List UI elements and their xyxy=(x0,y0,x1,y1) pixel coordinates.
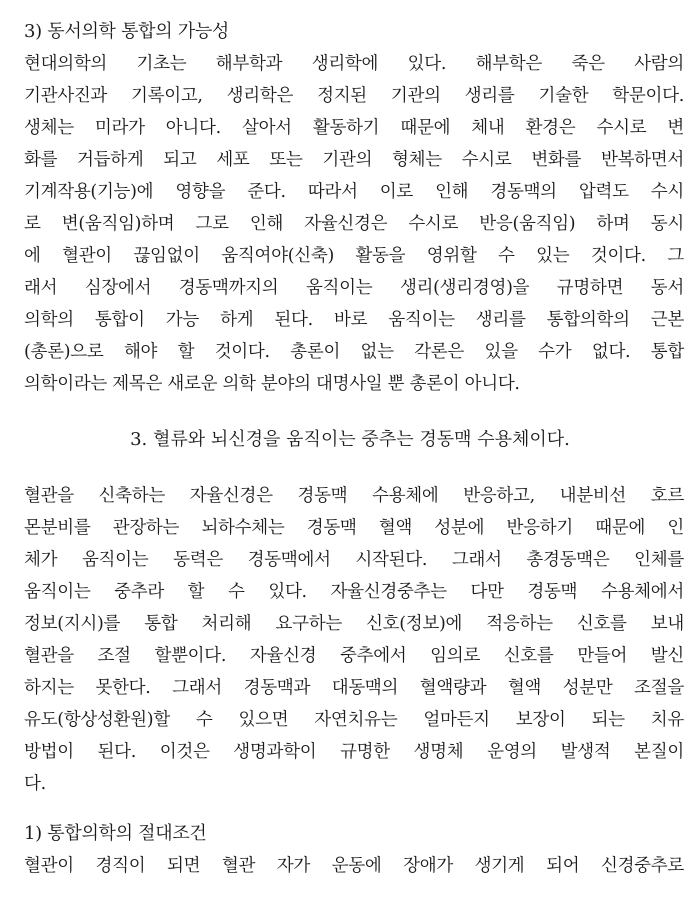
paragraph-line: 하지는 못한다. 그래서 경동맥과 대동맥의 혈액량과 혈액 성분만 조절을 xyxy=(24,678,684,698)
paragraph-line: 기계작용(기능)에 영향을 준다. 따라서 이로 인해 경동맥의 압력도 수시 xyxy=(24,182,684,202)
paragraph-line: 유도(항상성환원)할 수 있으면 자연치유는 얼마든지 보장이 되는 치유 xyxy=(24,710,684,730)
section-title: 3. 혈류와 뇌신경을 움직이는 중추는 경동맥 수용체이다. xyxy=(130,429,570,450)
paragraph-line: 혈관이 경직이 되면 혈관 자가 운동에 장애가 생기게 되어 신경중추로 xyxy=(24,856,684,876)
paragraph-line: 몬분비를 관장하는 뇌하수체는 경동맥 혈액 성분에 반응하기 때문에 인 xyxy=(24,518,684,538)
paragraph-line: 정보(지시)를 통합 처리해 요구하는 신호(정보)에 적응하는 신호를 보내 xyxy=(24,614,684,634)
paragraph-line: 움직이는 중추라 할 수 있다. 자율신경중추는 다만 경동맥 수용체에서 xyxy=(24,582,684,602)
paragraph-line: 기관사진과 기록이고, 생리학은 정지된 기관의 생리를 기술한 학문이다. xyxy=(24,86,684,106)
section-heading: 3) 동서의학 통합의 가능성 xyxy=(24,21,230,42)
paragraph-line: 체가 움직이는 동력은 경동맥에서 시작된다. 그래서 총경동맥은 인체를 xyxy=(24,550,684,570)
paragraph-line: 다. xyxy=(24,774,46,794)
paragraph-line: 로 변(움직임)하며 그로 인해 자율신경은 수시로 반응(움직임) 하며 동시 xyxy=(24,214,684,234)
paragraph-line: 혈관을 조절 할뿐이다. 자율신경 중추에서 임의로 신호를 만들어 발신 xyxy=(24,646,684,666)
paragraph-line: 현대의학의 기초는 해부학과 생리학에 있다. 해부학은 죽은 사람의 xyxy=(24,54,684,74)
paragraph-line: 의학의 통합이 가능 하게 된다. 바로 움직이는 생리를 통합의학의 근본 xyxy=(24,310,684,330)
paragraph-line: 의학이라는 제목은 새로운 의학 분야의 대명사일 뿐 총론이 아니다. xyxy=(24,374,520,394)
section-heading: 1) 통합의학의 절대조건 xyxy=(24,823,207,844)
paragraph-line: 래서 심장에서 경동맥까지의 움직이는 생리(생리경영)을 규명하면 동서 xyxy=(24,278,684,298)
paragraph-line: 화를 거듭하게 되고 세포 또는 기관의 형체는 수시로 변화를 반복하면서 xyxy=(24,150,684,170)
paragraph-line: 방법이 된다. 이것은 생명과학이 규명한 생명체 운영의 발생적 본질이 xyxy=(24,742,684,762)
paragraph-line: (총론)으로 해야 할 것이다. 총론이 없는 각론은 있을 수가 없다. 통합 xyxy=(24,342,684,362)
paragraph-line: 혈관을 신축하는 자율신경은 경동맥 수용체에 반응하고, 내분비선 호르 xyxy=(24,486,684,506)
paragraph-line: 생체는 미라가 아니다. 살아서 활동하기 때문에 체내 환경은 수시로 변 xyxy=(24,118,684,138)
paragraph-line: 에 혈관이 끊임없이 움직여야(신축) 활동을 영위할 수 있는 것이다. 그 xyxy=(24,246,684,266)
